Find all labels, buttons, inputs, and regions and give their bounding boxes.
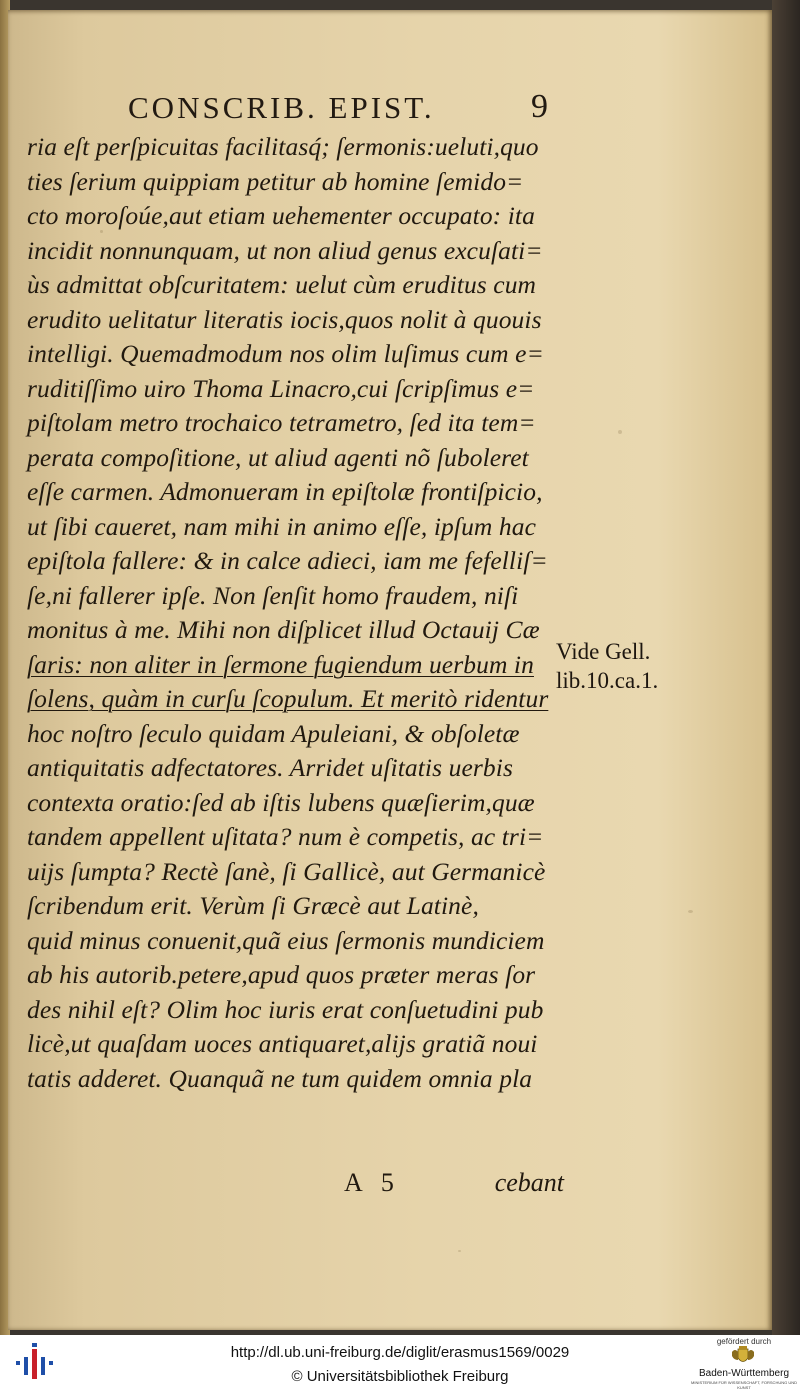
margin-note [556, 637, 674, 695]
sponsor-name: Baden-Württemberg [698, 1368, 790, 1379]
text-line: eſſe carmen. Admonueram in epiſtolæ frontiſpicio, [27, 477, 543, 506]
text-line: des nihil eſt? Olim hoc iuris erat conſuetudini pub [27, 994, 544, 1024]
text-line: tandem appellent uſitata? num è competis, ac tri= [27, 822, 544, 851]
text-line: piſtolam metro trochaico tetrametro, ſed ita tem= [27, 408, 536, 437]
text-line: tatis adderet. Quanquã ne tum quidem omnia pla [27, 1063, 533, 1093]
text-line: quid minus conuenit,quã eius ſermonis mundiciem [27, 925, 545, 955]
text-line: ùs admittat obſcuritatem: uelut cùm eruditus cum [27, 270, 537, 299]
catchword: cebant [494, 1168, 564, 1197]
underlined-quote-line: ſaris: non aliter in ſermone fugiendum uerbum in [27, 649, 534, 679]
text-line: licè,ut quaſdam uoces antiquaret,alijs gratiã noui [27, 1029, 538, 1058]
sponsor-label: gefördert durch [716, 1337, 772, 1346]
sponsor-block [690, 1337, 798, 1389]
permalink-url[interactable]: http://dl.ub.uni-freiburg.de/diglit/erasmus1569/0029 [230, 1344, 570, 1361]
viewer-footer [0, 1335, 800, 1391]
text-line: epiſtola fallere: & in calce adieci, iam me fefelliſ= [27, 546, 548, 575]
text-line: ut ſibi caueret, nam mihi in animo eſſe, ipſum hac [27, 511, 537, 541]
page-number: 9 [531, 88, 548, 125]
body-text [27, 130, 555, 1096]
margin-note-line: lib.10.ca.1. [556, 668, 659, 693]
underlined-quote-line: ſolens, quàm in curſu ſcopulum. Et meritò ridentur [27, 684, 549, 713]
coat-of-arms-icon [730, 1346, 756, 1368]
text-line: intelligi. Quemadmodum nos olim luſimus cum e= [27, 339, 544, 368]
signature-mark: A 5 [344, 1168, 394, 1197]
text-line: ſcribendum erit. Verùm ſi Græcè aut Latinè, [27, 891, 479, 920]
text-line: antiquitatis adfectatores. Arridet uſitatis uerbis [27, 753, 513, 782]
text-line: ruditiſſimo uiro Thoma Linacro,cui ſcripſimus e= [27, 373, 535, 403]
text-line: ſe,ni fallerer ipſe. Non ſenſit homo fraudem, niſi [27, 580, 519, 610]
text-line: contexta oratio:ſed ab iſtis lubens quæſierim,quæ [27, 787, 535, 817]
text-line: cto moroſoúe,aut etiam uehementer occupato: ita [27, 201, 535, 230]
margin-note-line: Vide Gell. [556, 639, 651, 664]
copyright-notice: © Universitätsbibliothek Freiburg [291, 1368, 509, 1385]
page-header [118, 88, 548, 130]
text-line: ria eſt perſpicuitas facilitasq́; ſermonis:ueluti,quo [27, 132, 539, 161]
text-line: hoc noſtro ſeculo quidam Apuleiani, & obſoletæ [27, 718, 520, 748]
text-line: ties ſerium quippiam petitur ab homine ſemido= [27, 166, 524, 196]
sponsor-ministry: MINISTERIUM FÜR WISSENSCHAFT, FORSCHUNG UND KUNST [691, 1380, 797, 1390]
text-line: monitus à me. Mihi non diſplicet illud Octauij Cæ [27, 615, 540, 644]
right-gutter [772, 0, 800, 1335]
text-line: erudito uelitatur literatis iocis,quos nolit à quouis [27, 304, 542, 334]
text-line: perata compoſitione, ut aliud agenti nõ ſuboleret [27, 442, 529, 472]
text-line: incidit nonnunquam, ut non aliud genus excuſati= [27, 235, 543, 265]
text-line: ab his autorib.petere,apud quos præter meras ſor [27, 960, 536, 989]
text-line: uijs ſumpta? Rectè ſanè, ſi Gallicè, aut Germanicè [27, 856, 546, 886]
running-head: CONSCRIB. EPIST. [128, 90, 435, 125]
